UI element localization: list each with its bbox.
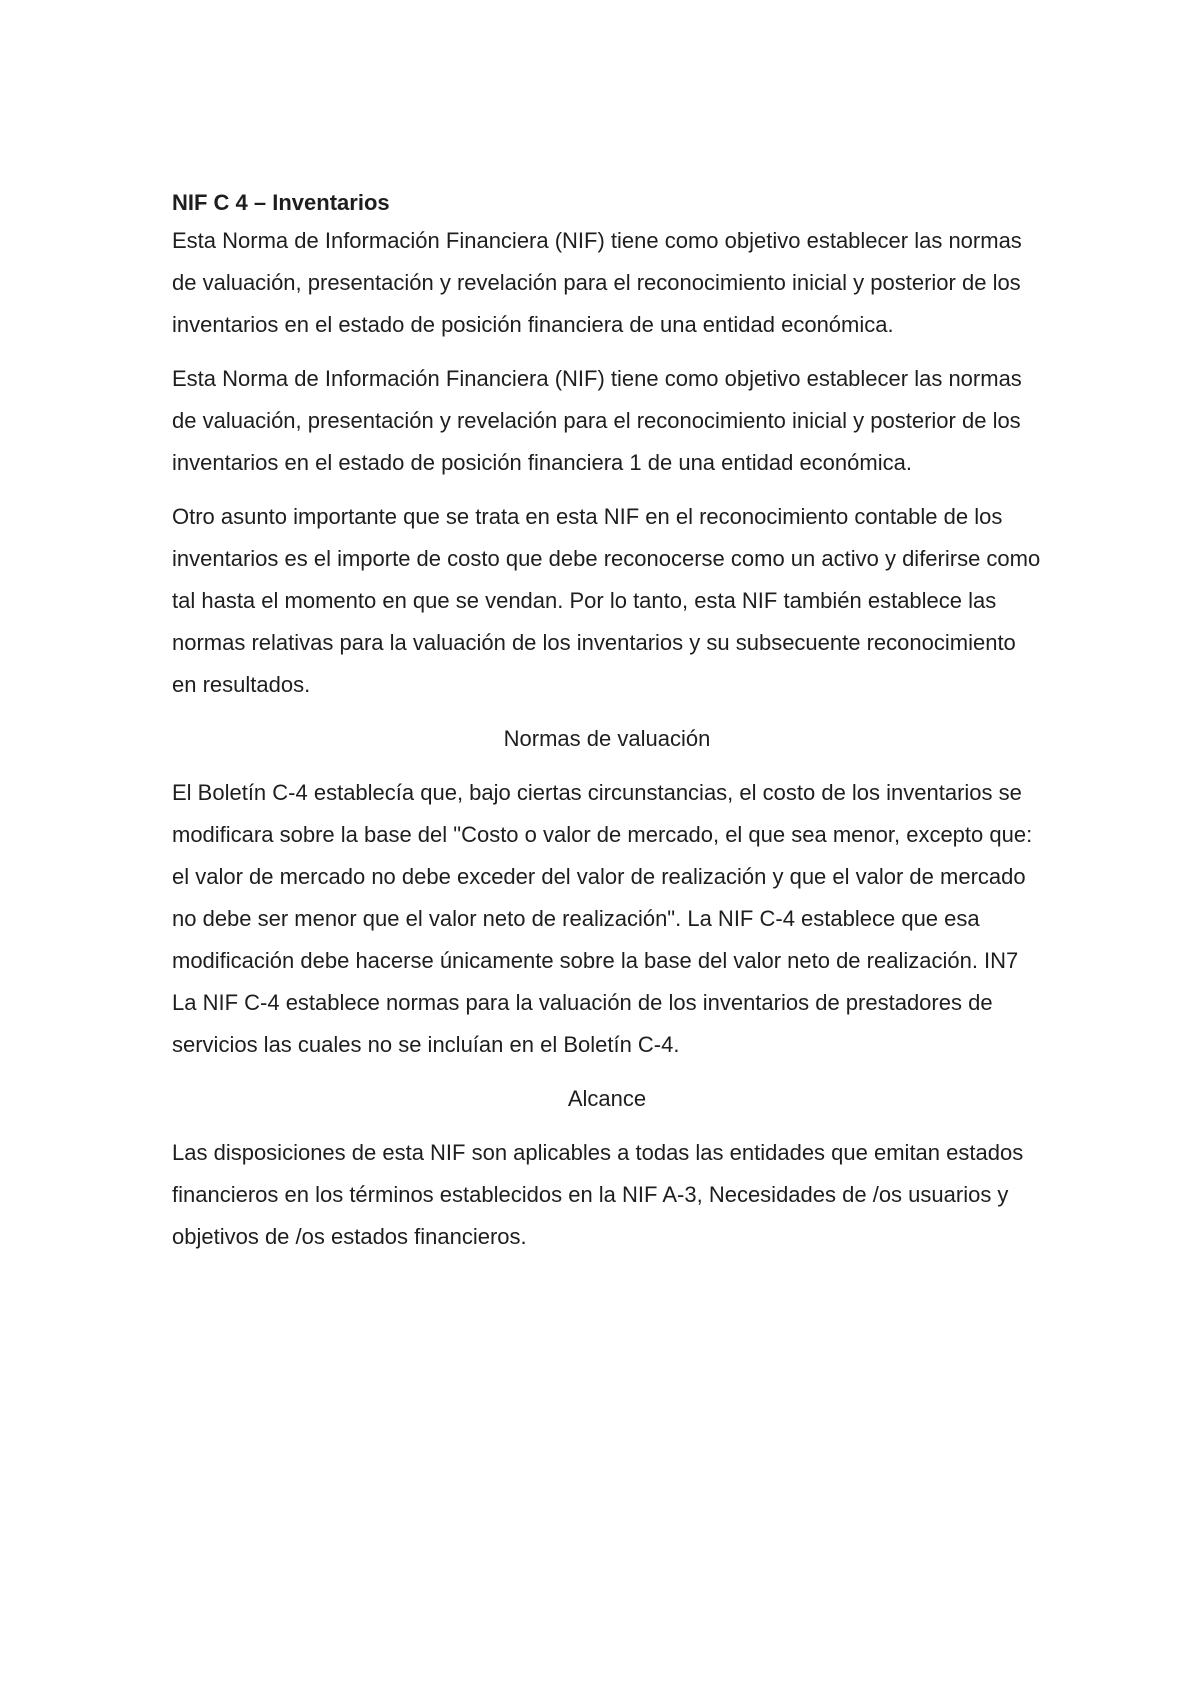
paragraph-asunto-importante: Otro asunto importante que se trata en esta NIF en el reconocimiento contable de los inventarios es el importe de costo que debe reconocerse como un activo y diferirse como tal hasta el momento en que se vendan. Por lo tanto, esta NIF también establece las normas relativas para la valuación de los inventarios y su subsecuente reconocimiento en resultados. <box>172 504 1041 697</box>
document-body <box>172 188 1042 1270</box>
paragraph-boletin-c4: El Boletín C-4 establecía que, bajo ciertas circunstancias, el costo de los inventarios se modificara sobre la base del "Costo o valor de mercado, el que sea menor, excepto que: el valor de mercado no debe exceder del valor de realización y que el valor de mercado no debe ser menor que el valor neto de realización". La NIF C-4 establece que esa modificación debe hacerse únicamente sobre la base del valor neto de realización. IN7 La NIF C-4 establece normas para la valuación de los inventarios de prestadores de servicios las cuales no se incluían en el Boletín C-4. <box>172 780 1033 1057</box>
section-heading-normas-de-valuacion: Normas de valuación <box>503 726 711 751</box>
paragraph-objetivo: Esta Norma de Información Financiera (NIF) tiene como objetivo establecer las normas de valuación, presentación y revelación para el reconocimiento inicial y posterior de los inventarios en el estado de posición financiera de una entidad económica. <box>172 228 1022 337</box>
paragraph-alcance: Las disposiciones de esta NIF son aplicables a todas las entidades que emitan estados financieros en los términos establecidos en la NIF A-3, Necesidades de /os usuarios y objetivos de /os estados financieros. <box>172 1140 1024 1249</box>
section-heading-alcance: Alcance <box>567 1086 647 1111</box>
document-title: NIF C 4 – Inventarios <box>172 190 390 215</box>
paragraph-objetivo-repetido: Esta Norma de Información Financiera (NIF) tiene como objetivo establecer las normas de valuación, presentación y revelación para el reconocimiento inicial y posterior de los inventarios en el estado de posición financiera 1 de una entidad económica. <box>172 366 1022 475</box>
